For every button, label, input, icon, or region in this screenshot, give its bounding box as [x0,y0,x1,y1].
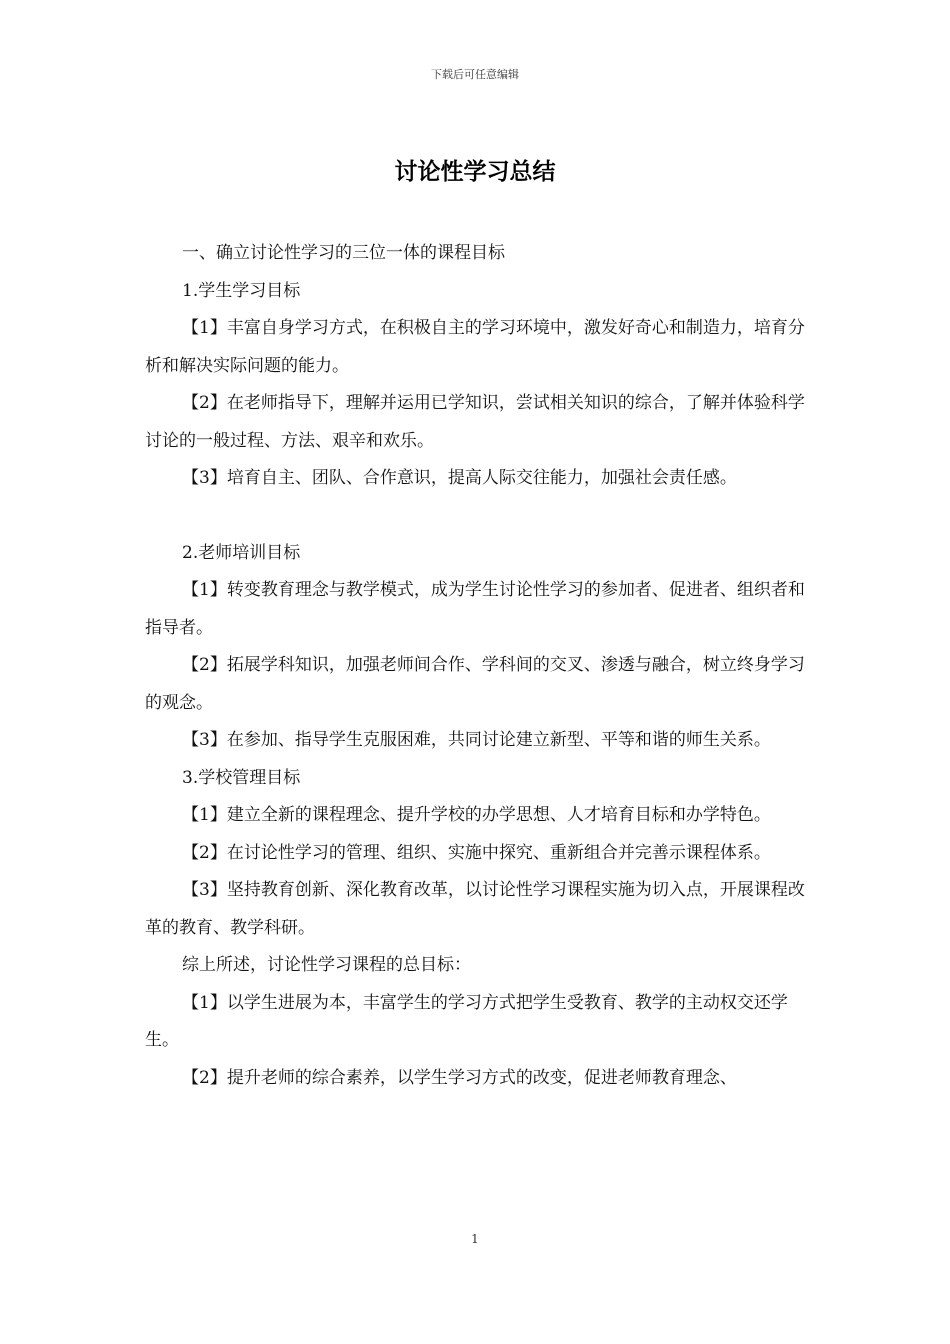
section-heading: 一、确立讨论性学习的三位一体的课程目标 [182,243,505,263]
page-number: 1 [471,1232,479,1246]
document-body [145,235,815,1097]
paragraph: 【2】拓展学科知识，加强老师间合作、学科间的交叉、渗透与融合，树立终身学习的观念。 [145,655,805,713]
summary-heading: 综上所述，讨论性学习课程的总目标： [182,955,471,975]
paragraph: 【1】以学生进展为本，丰富学生的学习方式把学生受教育、教学的主动权交还学生。 [145,992,788,1050]
subsection-heading: 1.学生学习目标 [182,280,301,301]
blank-line [145,498,815,535]
page-header: 下载后可任意编辑 [431,68,519,81]
subsection-heading: 2.老师培训目标 [182,542,301,563]
document-title: 讨论性学习总结 [394,158,556,185]
paragraph: 【2】在老师指导下，理解并运用已学知识，尝试相关知识的综合，了解并体验科学讨论的一般过程、方法、艰辛和欢乐。 [145,393,805,451]
paragraph: 【1】转变教育理念与教学模式，成为学生讨论性学习的参加者、促进者、组织者和指导者。 [145,580,805,638]
paragraph: 【2】提升老师的综合素养，以学生学习方式的改变，促进老师教育理念、 [182,1067,737,1088]
paragraph: 【1】丰富自身学习方式，在积极自主的学习环境中，激发好奇心和制造力，培育分析和解决实际问题的能力。 [145,318,805,376]
paragraph: 【3】培育自主、团队、合作意识，提高人际交往能力，加强社会责任感。 [182,468,737,488]
paragraph: 【1】建立全新的课程理念、提升学校的办学思想、人才培育目标和办学特色。 [182,805,771,825]
paragraph: 【2】在讨论性学习的管理、组织、实施中探究、重新组合并完善示课程体系。 [182,842,771,863]
subsection-heading: 3.学校管理目标 [182,767,301,788]
paragraph: 【3】坚持教育创新、深化教育改革，以讨论性学习课程实施为切入点，开展课程改革的教育、教学科研。 [145,880,805,938]
paragraph: 【3】在参加、指导学生克服困难，共同讨论建立新型、平等和谐的师生关系。 [182,730,771,750]
